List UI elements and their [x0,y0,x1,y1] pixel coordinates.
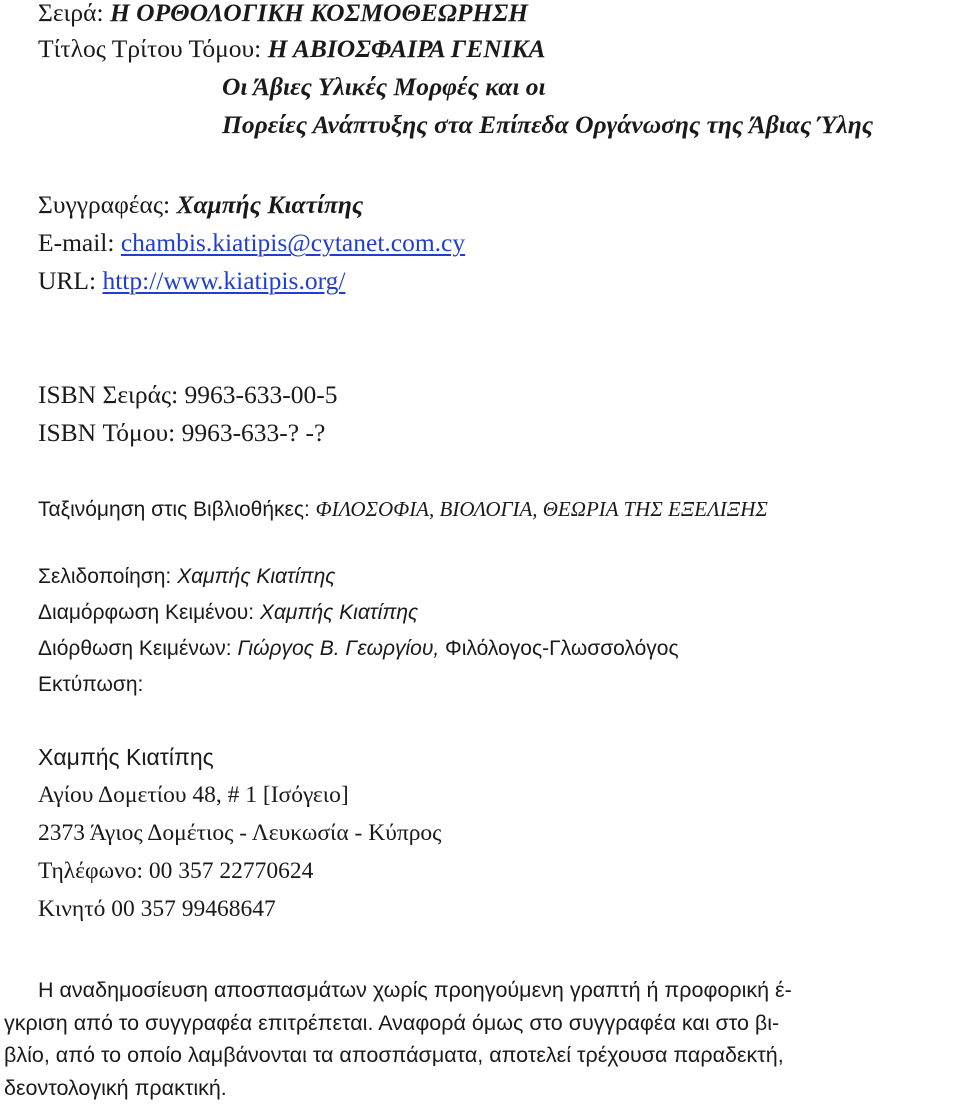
email-label: E-mail: [38,228,115,257]
pagination-value: Χαμπής Κιατίπης [177,565,336,588]
isbn-series-value: 9963-633-00-5 [184,380,338,409]
isbn-series-label: ISBN Σειράς: [38,380,179,409]
series-line [38,0,528,28]
printing-label: Εκτύπωση: [38,673,144,696]
proofreading-value: Γιώργος Β. Γεωργίου, [237,637,440,660]
author-name: Χαμπής Κιατίπης [176,190,364,219]
reproduction-notice [4,974,954,1104]
isbn-volume-line [38,418,325,448]
notice-line2: γκριση από το συγγραφέα επιτρέπεται. Αναφορά όμως στο συγγραφέα και στο βι- [4,1010,780,1035]
address-name: Χαμπής Κιατίπης [38,744,214,770]
proofreading-label: Διόρθωση Κειμένων: [38,637,232,660]
isbn-volume-value: 9963-633-? -? [181,418,326,447]
isbn-volume-label: ISBN Τόμου: [38,418,176,447]
proofreading-line [38,637,679,661]
address-mobile: Κινητό 00 357 99468647 [38,896,276,922]
url-link[interactable]: http://www.kiatipis.org/ [102,266,346,295]
address-phone: Τηλέφωνο: 00 357 22770624 [38,858,314,884]
classification-value: ΦΙΛΟΣΟΦΙΑ, ΒΙΟΛΟΓΙΑ, ΘΕΩΡΙΑ ΤΗΣ ΕΞΕΛΙΞΗΣ [315,497,768,521]
pagination-line [38,565,336,589]
email-link[interactable]: chambis.kiatipis@cytanet.com.cy [120,228,466,257]
volume-title-line1: Η ΑΒΙΟΣΦΑΙΡΑ ΓΕΝΙΚΑ [267,34,546,63]
isbn-series-line [38,380,338,410]
notice-line1: Η αναδημοσίευση αποσπασμάτων χωρίς προηγούμενη γραπτή ή προφορική έ- [38,978,792,1002]
series-title: Η ΟΡΘΟΛΟΓΙΚΗ ΚΟΣΜΟΘΕΩΡΗΣΗ [109,0,528,27]
volume-line [38,34,546,64]
pagination-label: Σελιδοποίηση: [38,565,172,588]
notice-line3: βλίο, από το οποίο λαμβάνονται τα αποσπάσματα, αποτελεί τρέχουσα παραδεκτή, [4,1043,784,1067]
url-line [38,266,345,296]
formatting-value: Χαμπής Κιατίπης [259,601,419,624]
formatting-label: Διαμόρφωση Κειμένου: [38,601,255,624]
address-city: 2373 Άγιος Δομέτιος - Λευκωσία - Κύπρος [38,820,442,846]
email-line [38,228,465,258]
formatting-line [38,601,418,625]
address-street: Αγίου Δομετίου 48, # 1 [Ισόγειο] [38,782,349,808]
volume-label: Τίτλος Τρίτου Τόμου: [38,34,262,63]
proofreading-suffix: Φιλόλογος-Γλωσσολόγος [445,637,679,660]
notice-line4: δεοντολογική πρακτική. [4,1075,227,1100]
author-line [38,190,363,220]
volume-title-line3: Πορείες Ανάπτυξης στα Επίπεδα Οργάνωσης της Άβιας Ύλης [222,110,874,139]
classification-line [38,497,768,522]
classification-label: Ταξινόμηση στις Βιβλιοθήκες: [38,498,310,521]
url-label: URL: [38,266,97,295]
series-label: Σειρά: [38,0,104,27]
author-label: Συγγραφέας: [38,190,171,219]
volume-title-line2: Οι Άβιες Υλικές Μορφές και οι [222,72,546,101]
